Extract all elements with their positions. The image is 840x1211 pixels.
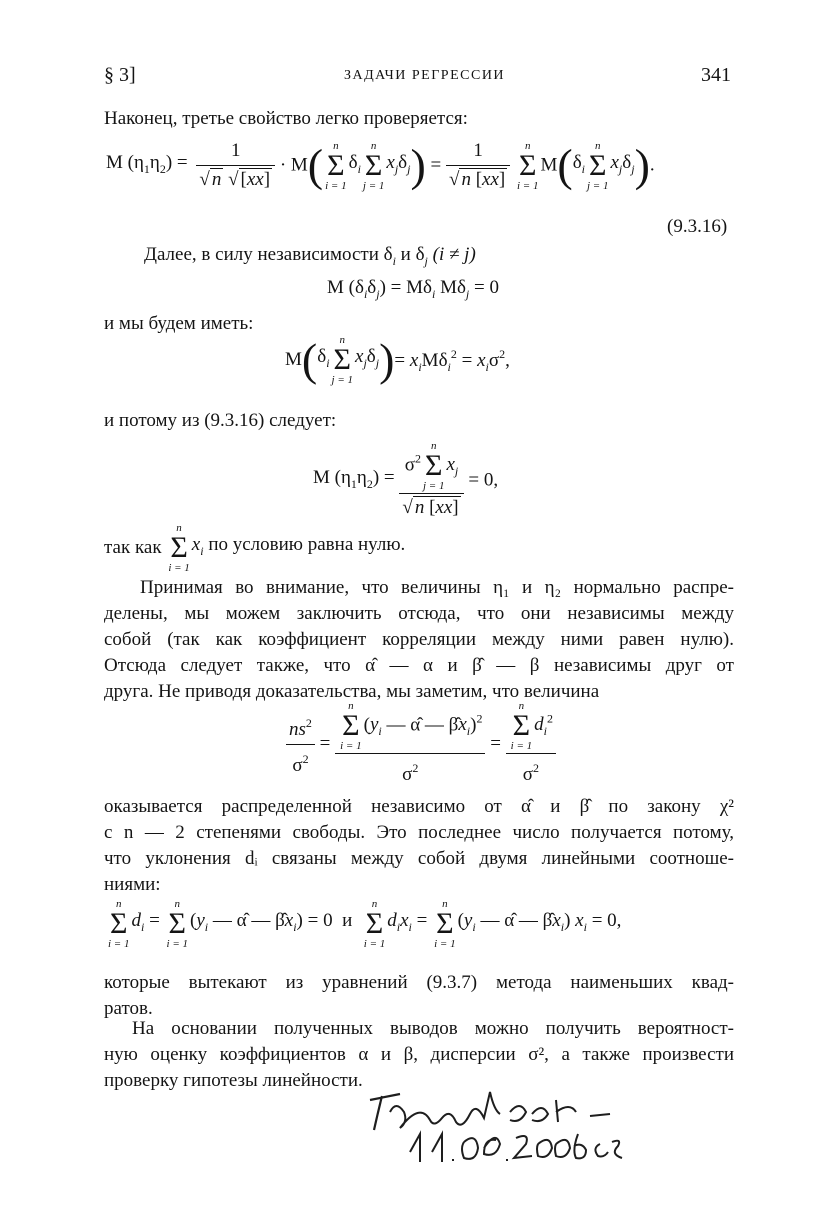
- paragraph-conclusion: На основании полученных выводов можно получить вероятност- ную оценку коэффициентов α и β, дисперсии σ², а также произвести проверку гипотезы линейности.: [104, 1018, 734, 1091]
- and-we-have-line: и мы будем иметь:: [104, 313, 254, 334]
- independence-line: Далее, в силу независимости $\delta_i$ и $\delta_j$ (i ≠ j): [144, 244, 476, 268]
- handwritten-signature: [360, 1072, 660, 1167]
- equation-linear-relations: n Σ i = 1 $d_i$ = n Σ i = 1 ($y_i$ — α̂ — $\betâx_i) = 0$ и n Σ i = 1 $d_ix_i$ = n Σ i = 1 ($y_i$ — α̂ — $\betâx_i$) $x_i = 0$,: [108, 898, 622, 950]
- paragraph-normal: Принимая во внимание, что величины η₁ и η₂ нормально распре- делены, мы можем заключить отсюда, что они независимы между собой (так как коэффициент корреляции между ними равен нулю). Отсюда следует также, что α̂ — α и β̂ — β независимы друг от друга. Не приводя доказательства, мы заметим, что величина: [104, 577, 734, 702]
- equation-independence: M $(\delta_i\delta_j) = M\delta_i$ $M\delta_j = 0$: [327, 277, 499, 301]
- paragraph-least-squares: которые вытекают из уравнений (9.3.7) метода наименьших квад- ратов.: [104, 972, 734, 1019]
- running-title: ЗАДАЧИ РЕГРЕССИИ: [344, 68, 506, 83]
- equation-9-3-16: M $(\eta_1\eta_2)$ = $\frac{1}{√ n √ [xx]}$ · M( n Σ i = 1 $\delta_i$ n Σ j = 1 $x_j\delta_j$) = $\frac{1}{√ n [xx]}$ n Σ i = 1 $M(\delta_i$ n Σ j = 1 $x_j\delta_j$).: [106, 139, 655, 192]
- since-sum-line: так как n Σ i = 1 $x_i$ по условию равна нулю.: [104, 522, 406, 574]
- section-number: § 3]: [104, 64, 136, 86]
- equation-chi-square: $\frac{ns^2}{\sigma^2}$ = n Σ i = 1 ($y_i$ — α̂ — $\betâx_i)^2$ $\sigma^2$ = n Σ i = 1 $d_i^2$ $\sigma^2$: [286, 700, 556, 788]
- equation-variance: $M(\delta_i$ n Σ j = 1 $x_j\delta_j)= x_iM\delta_i^2 = x_i\sigma^2$,: [285, 334, 510, 386]
- intro-line: Наконец, третье свойство легко проверяется:: [104, 108, 468, 129]
- paragraph-distribution: оказывается распределенной независимо от α̂ и β̂ по закону χ² с n — 2 степенями свободы. Это последнее число получается потому, что уклонения dᵢ связаны между собой двумя линейными соотноше- ниями:: [104, 796, 734, 895]
- equation-number: (9.3.16): [667, 216, 728, 237]
- therefore-line: и потому из (9.3.16) следует:: [104, 410, 337, 431]
- page-number: 341: [701, 64, 731, 86]
- equation-covariance-zero: M $(\eta_1\eta_2)$ = $\sigma^2$ n Σ j = 1 $x_j$ √ n [xx] = 0,: [313, 440, 499, 518]
